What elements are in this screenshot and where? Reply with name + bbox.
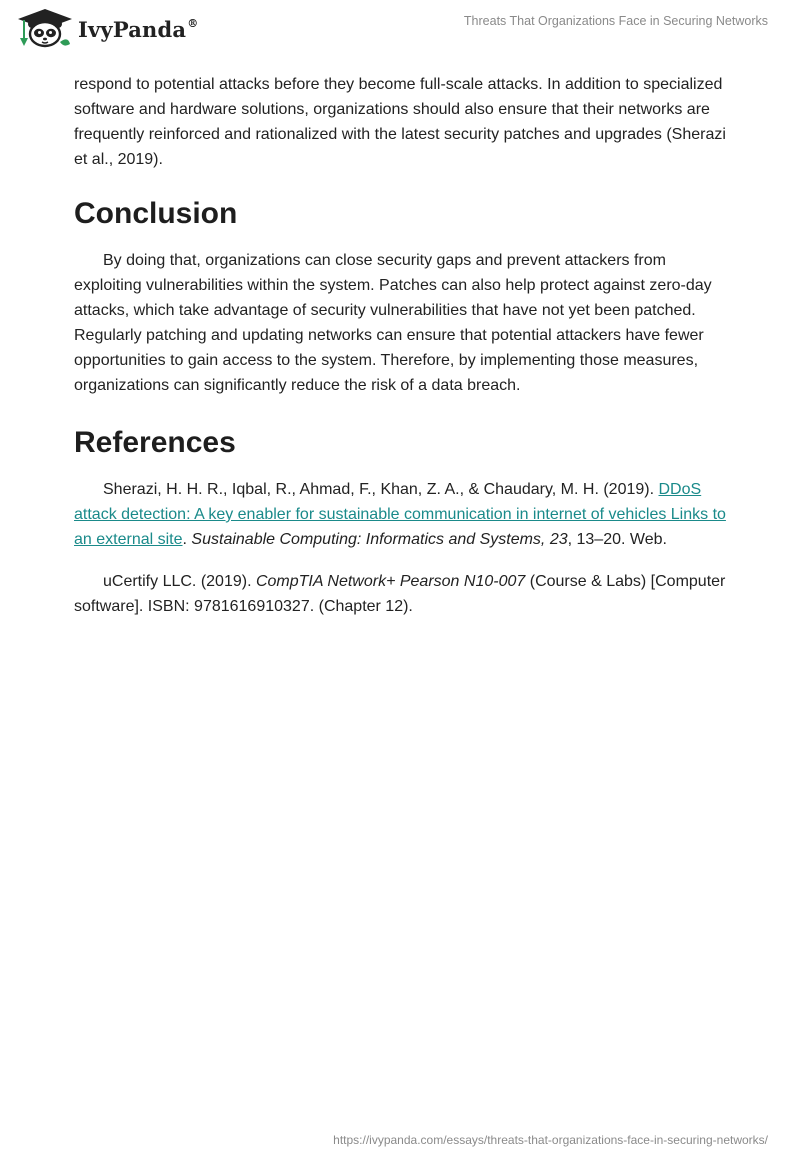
conclusion-paragraph: By doing that, organizations can close security gaps and prevent attackers from exploiting vulnerabilities within the system. Patches can also help protect against zero-day attacks, which take advantage of security vulnerabilities that have not yet been patched. Regularly patching and updating networks can ensure that potential attackers have fewer opportunities to gain access to the system. Therefore, by implementing those measures, organizations can significantly reduce the risk of a data breach. bbox=[74, 252, 712, 394]
reference-tail: , 13–20. Web. bbox=[567, 531, 667, 548]
reference-journal: Sustainable Computing: Informatics and Systems, 23 bbox=[191, 531, 568, 548]
reference-authors: uCertify LLC. (2019). bbox=[103, 573, 252, 590]
reference-entry-sherazi bbox=[74, 477, 734, 552]
intro-paragraph: respond to potential attacks before they become full-scale attacks. In addition to specialized software and hardware solutions, organizations should also ensure that their networks are frequently reinforced and rationalized with the latest security patches and upgrades (Sherazi et al., 2019). bbox=[74, 76, 726, 168]
reference-link[interactable]: DDoS attack detection: A key enabler for sustainable communication in internet of vehicles Links to an external site bbox=[74, 481, 726, 548]
panda-graduate-icon bbox=[16, 8, 72, 48]
references-heading: References bbox=[74, 426, 236, 459]
reference-link-punct: . bbox=[182, 531, 187, 548]
reference-authors: Sherazi, H. H. R., Iqbal, R., Ahmad, F., Khan, Z. A., & Chaudary, M. H. (2019). bbox=[103, 481, 655, 498]
reference-entry-ucertify bbox=[74, 569, 734, 619]
document-title: Threats That Organizations Face in Securing Networks bbox=[463, 14, 768, 28]
reference-tail: (Course & Labs) [Computer software]. ISBN: 9781616910327. (Chapter 12). bbox=[74, 573, 726, 615]
ivypanda-logo[interactable] bbox=[16, 8, 198, 48]
footer-url[interactable]: https://ivypanda.com/essays/threats-that-organizations-face-in-securing-networks/ bbox=[333, 1133, 768, 1147]
conclusion-heading: Conclusion bbox=[74, 197, 238, 230]
page-header bbox=[0, 0, 800, 70]
essay-content bbox=[74, 72, 734, 636]
reference-title: CompTIA Network+ Pearson N10-007 bbox=[255, 573, 526, 590]
brand-name: IvyPanda® bbox=[78, 16, 199, 42]
